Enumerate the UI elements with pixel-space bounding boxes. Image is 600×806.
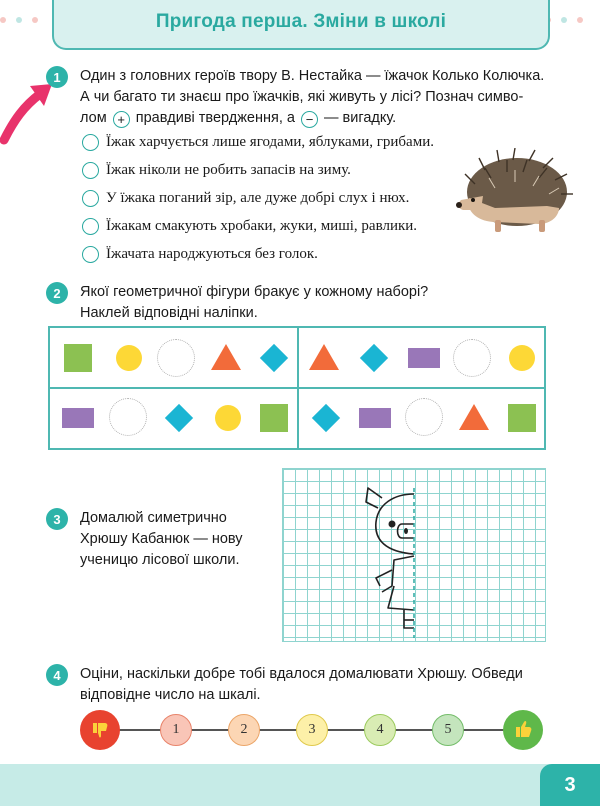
answer-circle[interactable]: [82, 162, 99, 179]
question-1-text-part: лом: [80, 110, 107, 126]
question-3-text: [80, 508, 270, 571]
statement-text: Їжак ніколи не робить запасів на зиму.: [106, 162, 351, 178]
orange-triangle-shape: [459, 404, 489, 430]
question-1-line: А чи багато ти знаєш про їжачків, які живуть у лісі? Познач симво-: [80, 89, 524, 105]
statement-item[interactable]: [82, 218, 417, 235]
scale-option-3[interactable]: 3: [296, 714, 328, 746]
minus-symbol: −: [301, 111, 318, 128]
question-4-text: [80, 664, 560, 706]
pointer-arrow-icon: [0, 80, 60, 150]
purple-rectangle-shape: [408, 348, 440, 368]
statement-item[interactable]: [82, 134, 434, 151]
thumbs-up-icon: [503, 710, 543, 750]
shapes-table: [48, 326, 546, 450]
statement-text: Їжакам смакують хробаки, жуки, миші, равлики.: [106, 218, 418, 234]
pig-half-drawing: [282, 468, 546, 642]
answer-circle[interactable]: [82, 246, 99, 263]
scale-option-1[interactable]: 1: [160, 714, 192, 746]
question-2-line: Наклей відповідні наліпки.: [80, 305, 258, 321]
question-2-number: 2: [46, 282, 68, 304]
blue-diamond-shape: [260, 344, 288, 372]
green-square-shape: [260, 404, 288, 432]
answer-circle[interactable]: [82, 190, 99, 207]
question-3-line: Домалюй симетрично: [80, 510, 227, 526]
yellow-circle-shape: [215, 405, 241, 431]
question-3-line: ученицю лісової школи.: [80, 552, 240, 568]
purple-rectangle-shape: [62, 408, 94, 428]
header-dots-right: [545, 10, 593, 20]
scale-option-2[interactable]: 2: [228, 714, 260, 746]
answer-circle[interactable]: [82, 218, 99, 235]
statement-text: У їжака поганий зір, але дуже добрі слух і нюх.: [106, 190, 410, 206]
blue-diamond-shape: [165, 404, 193, 432]
plus-symbol: +: [113, 111, 130, 128]
question-1-text: [80, 66, 560, 129]
header-dots-left: [0, 10, 48, 20]
yellow-circle-shape: [509, 345, 535, 371]
question-2-text: [80, 282, 520, 324]
yellow-circle-shape: [116, 345, 142, 371]
empty-sticker-slot[interactable]: [109, 398, 147, 436]
question-3-line: Хрюшу Кабанюк — нову: [80, 531, 243, 547]
page-footer: [0, 764, 600, 806]
statement-item[interactable]: [82, 246, 318, 263]
question-1-number: 1: [46, 66, 68, 88]
scale-option-5[interactable]: 5: [432, 714, 464, 746]
answer-circle[interactable]: [82, 134, 99, 151]
chapter-title: Пригода перша. Зміни в школі: [155, 11, 447, 32]
green-square-shape: [64, 344, 92, 372]
question-3-number: 3: [46, 508, 68, 530]
statement-item[interactable]: [82, 190, 409, 207]
hedgehog-illustration: [455, 148, 575, 240]
question-4-number: 4: [46, 664, 68, 686]
thumbs-down-icon: [80, 710, 120, 750]
chapter-title-box: [52, 0, 550, 50]
page-number: 3: [540, 764, 600, 806]
empty-sticker-slot[interactable]: [157, 339, 195, 377]
question-2-line: Якої геометричної фігури бракує у кожному наборі?: [80, 284, 429, 300]
statement-text: Їжачата народжуються без голок.: [106, 246, 318, 262]
empty-sticker-slot[interactable]: [405, 398, 443, 436]
question-4-line: Оціни, наскільки добре тобі вдалося домалювати Хрюшу. Обведи: [80, 666, 523, 682]
blue-diamond-shape: [312, 404, 340, 432]
question-1-text-part: правдиві твердження, а: [135, 110, 295, 126]
green-square-shape: [508, 404, 536, 432]
orange-triangle-shape: [309, 344, 339, 370]
blue-diamond-shape: [360, 344, 388, 372]
question-4-line: відповідне число на шкалі.: [80, 687, 261, 703]
orange-triangle-shape: [211, 344, 241, 370]
question-1-line: Один з головних героїв твору В. Нестайка — їжачок Колько Колючка.: [80, 68, 545, 84]
question-1-line: [80, 108, 560, 129]
purple-rectangle-shape: [359, 408, 391, 428]
empty-sticker-slot[interactable]: [453, 339, 491, 377]
statement-item[interactable]: [82, 162, 351, 179]
table-divider: [50, 387, 544, 389]
scale-option-4[interactable]: 4: [364, 714, 396, 746]
statement-text: Їжак харчується лише ягодами, яблуками, грибами.: [106, 134, 434, 150]
question-1-text-part: — вигадку.: [324, 110, 397, 126]
